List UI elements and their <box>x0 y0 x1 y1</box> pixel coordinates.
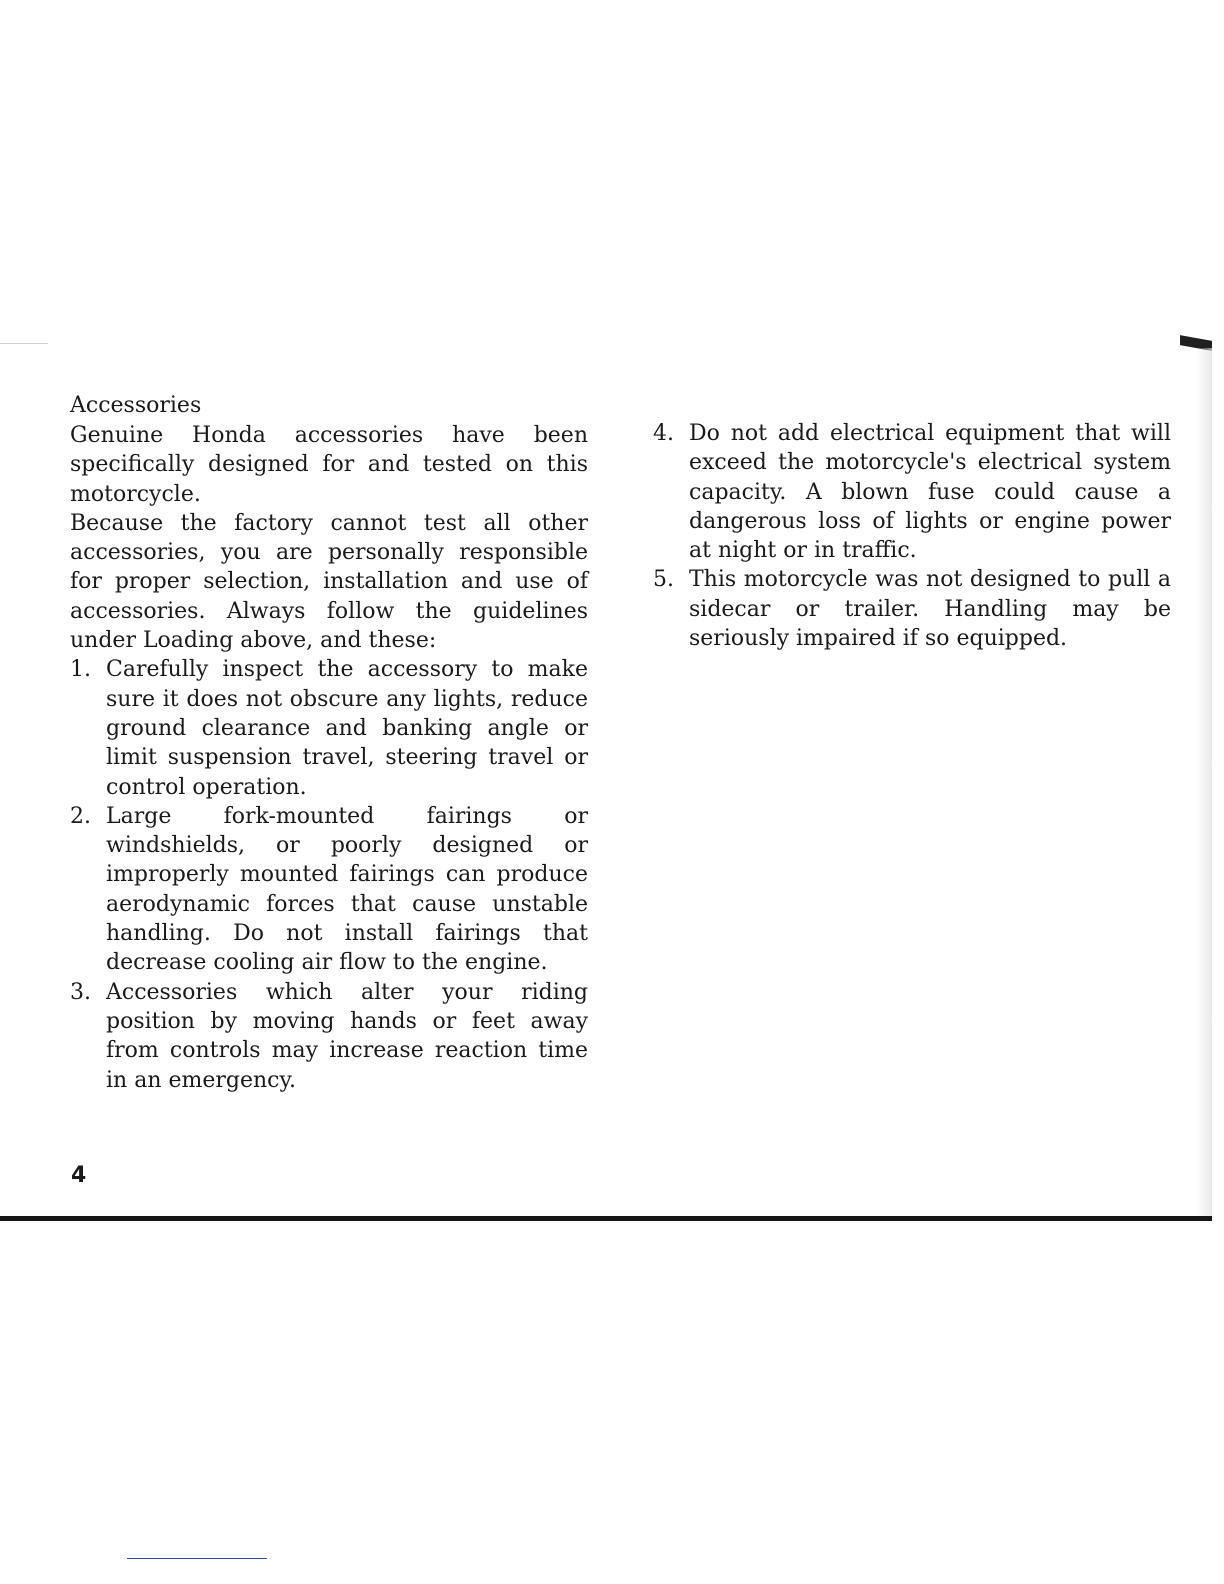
list-item <box>653 565 1171 653</box>
page-number: 4 <box>71 1163 87 1188</box>
list-item-number: 5. <box>653 567 674 593</box>
bottom-edge-line <box>0 1216 1212 1221</box>
right-column <box>653 419 1171 653</box>
list-item-text: Carefully inspect the accessory to make sure it does not obscure any lights, reduce ground clearance and banking angle or limit suspension travel, steering travel or control operation. <box>106 657 588 800</box>
list-item-text: This motorcycle was not designed to pull a sidecar or trailer. Handling may be seriously impaired if so equipped. <box>689 567 1171 652</box>
list-item-text: Do not add electrical equipment that will exceed the motorcycle's electrical system capacity. A blown fuse could cause a dangerous loss of lights or engine power at night or in traffic. <box>689 421 1171 564</box>
list-item <box>70 978 588 1095</box>
guideline-list-left <box>70 655 588 1094</box>
footer-underline <box>127 1558 267 1559</box>
list-item-number: 1. <box>70 657 91 683</box>
list-item <box>70 655 588 801</box>
list-item-text: Accessories which alter your riding position by moving hands or feet away from controls may increase reaction time in an emergency. <box>106 979 588 1093</box>
intro-paragraph-1: Genuine Honda accessories have been specifically designed for and tested on this motorcycle. <box>70 423 588 507</box>
scan-edge-shadow <box>1196 348 1212 1216</box>
section-heading: Accessories <box>70 393 202 418</box>
list-item-text: Large fork-mounted fairings or windshields, or poorly designed or improperly mounted fairings can produce aerodynamic forces that cause unstable handling. Do not install fairings that decrease cooling air flow to the engine. <box>106 803 588 976</box>
intro-paragraph-2: Because the factory cannot test all other accessories, you are personally responsible for proper selection, installation and use of accessories. Always follow the guidelines under Loading above, and these: <box>70 510 588 654</box>
list-item-number: 4. <box>653 421 674 446</box>
list-item-number: 3. <box>70 979 91 1005</box>
top-edge-line <box>0 343 48 344</box>
list-item <box>653 419 1171 565</box>
list-item <box>70 802 588 978</box>
list-item-number: 2. <box>70 803 91 829</box>
left-column <box>70 391 588 1095</box>
guideline-list-right <box>653 419 1171 653</box>
